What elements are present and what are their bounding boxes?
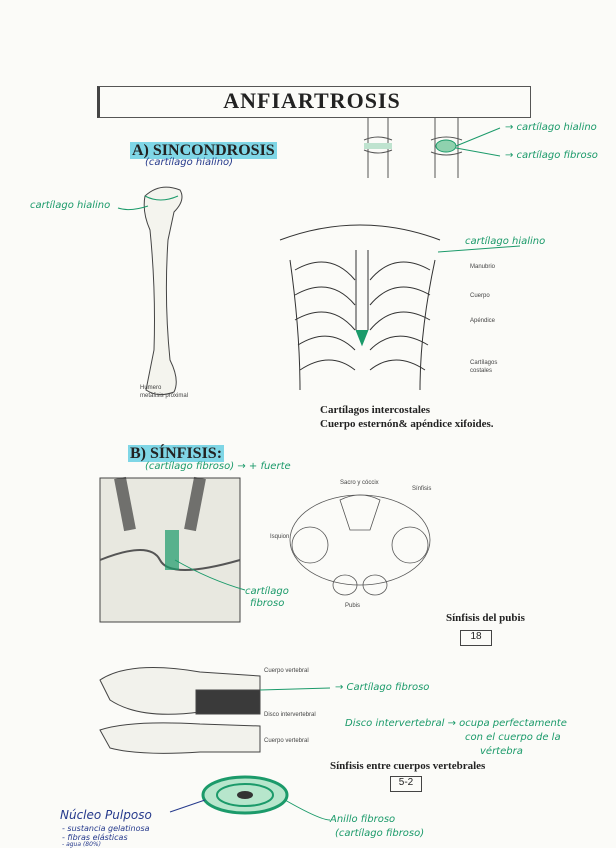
- vertebra-label-1: Cuerpo vertebral: [264, 668, 309, 674]
- section-a-label: A) SINCONDROSIS: [132, 142, 275, 159]
- section-b-note: (cartílago fibroso) → + fuerte: [145, 461, 291, 472]
- symphysis-label-2: fibroso: [250, 598, 285, 609]
- symphysis-label-1: cartílago: [245, 586, 289, 597]
- joint-hyaline-label: → cartílago hialino: [505, 122, 597, 133]
- pelvis-label-2: Sínfisis: [412, 486, 432, 492]
- vertebra-green-label: → Cartílago fibroso: [335, 682, 430, 693]
- vertebra-box: 5-2: [390, 776, 422, 792]
- vertebra-note-1: Disco intervertebral → ocupa perfectamente: [345, 718, 567, 729]
- thorax-side-1: Manubrio: [470, 264, 496, 270]
- thorax-side-3: Apéndice: [470, 318, 496, 324]
- thorax-side-2: Cuerpo: [470, 293, 490, 299]
- nucleus-item-1: - sustancia gelatinosa: [62, 824, 150, 833]
- thorax-caption-2: Cuerpo esternón& apéndice xifoides.: [320, 418, 494, 430]
- thorax-side-5: costales: [470, 368, 493, 374]
- annulus-drawing: [170, 777, 330, 820]
- joint-fibrous-label: → cartílago fibroso: [505, 150, 598, 161]
- thorax-side-4: Cartílagos: [470, 360, 498, 366]
- nucleus-item-3: - agua (80%): [62, 841, 101, 848]
- pelvis-label-1: Sacro y cóccix: [340, 480, 379, 486]
- vertebra-label-3: Cuerpo vertebral: [264, 738, 309, 744]
- pubis-caption: Sínfisis del pubis: [446, 612, 525, 624]
- pubis-box: 18: [460, 630, 492, 646]
- symphysis-image: [100, 478, 245, 622]
- humerus-drawing: [118, 187, 182, 394]
- section-a-note: (cartílago hialino): [145, 157, 234, 168]
- pelvis-drawing: [290, 495, 430, 595]
- vertebra-note-2: con el cuerpo de la: [465, 732, 561, 743]
- pelvis-label-3: Isquion: [270, 534, 290, 540]
- anillo-label: Anillo fibroso: [330, 814, 396, 825]
- page-title: ANFIARTROSIS: [223, 88, 401, 113]
- vertebra-label-2: Disco intervertebral: [264, 712, 316, 718]
- vertebra-note-3: vértebra: [480, 746, 523, 757]
- nucleus-item-2: - fibras elásticas: [62, 833, 128, 842]
- thorax-label: cartílago hialino: [465, 236, 546, 247]
- joint-sketch: [364, 118, 500, 178]
- bone-caption-2: metafisis proximal: [140, 393, 189, 399]
- section-b-label: B) SÍNFISIS:: [130, 445, 223, 462]
- bone-caption-1: Humero: [140, 385, 162, 391]
- bone-label: cartílago hialino: [30, 200, 111, 211]
- anillo-note: (cartílago fibroso): [335, 828, 425, 839]
- pelvis-label-4: Pubis: [345, 603, 361, 609]
- nucleus-title: Núcleo Pulposo: [60, 808, 152, 822]
- vertebra-caption: Sínfisis entre cuerpos vertebrales: [330, 760, 486, 772]
- thorax-caption-1: Cartílagos intercostales: [320, 404, 431, 416]
